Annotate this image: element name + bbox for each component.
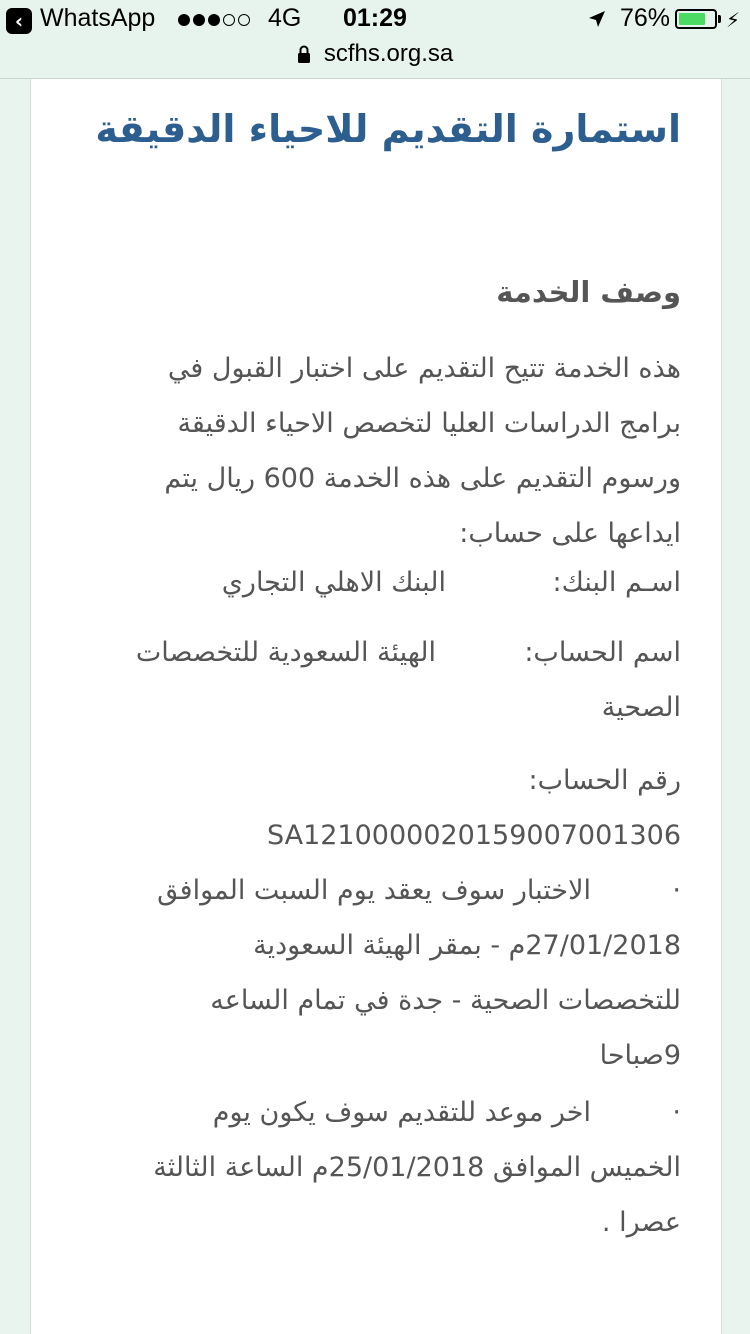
description-line: ايداعها على حساب: — [459, 518, 681, 549]
page-title: استمارة التقديم للاحياء الدقيقة — [95, 107, 681, 151]
bullet-mark: · — [672, 875, 681, 906]
location-arrow-icon — [588, 10, 606, 28]
service-description — [81, 341, 681, 561]
bullet-mark: · — [672, 1097, 681, 1128]
list-item-line: 9صباحا — [599, 1040, 681, 1071]
ios-top-bar — [0, 0, 750, 79]
battery-percent: 76% — [620, 4, 671, 32]
list-item-line: عصرا . — [601, 1207, 681, 1238]
list-item-line: الخميس الموافق 25/01/2018م الساعة الثالثة — [153, 1152, 681, 1183]
account-name-label: اسم الحساب: — [524, 637, 681, 668]
status-bar — [0, 0, 750, 40]
list-item-line: 27/01/2018م - بمقر الهيئة السعودية — [253, 930, 681, 961]
list-item-line: الاختبار سوف يعقد يوم السبت الموافق — [157, 875, 591, 906]
clock: 01:29 — [343, 4, 407, 32]
lock-icon — [297, 45, 311, 63]
account-name-row — [71, 625, 681, 735]
bank-name-row — [71, 555, 681, 610]
account-number-row — [71, 753, 681, 863]
section-title-service-description: وصف الخدمة — [496, 275, 681, 309]
list-item-line: للتخصصات الصحية - جدة في تمام الساعه — [210, 985, 681, 1016]
url-text[interactable]: scfhs.org.sa — [323, 40, 454, 67]
web-page — [30, 79, 722, 1334]
list-item-line: اخر موعد للتقديم سوف يكون يوم — [212, 1097, 591, 1128]
back-to-app-label[interactable]: WhatsApp — [40, 4, 156, 32]
description-line: هذه الخدمة تتيح التقديم على اختبار القبول في — [167, 353, 681, 384]
bank-name-value: البنك الاهلي التجاري — [221, 567, 446, 598]
list-item-exam-date — [81, 863, 681, 1083]
battery-icon — [675, 9, 717, 29]
signal-strength-icon — [178, 14, 250, 26]
account-number-value: SA1210000020159007001306 — [266, 820, 681, 851]
account-name-value-continued: الصحية — [601, 692, 681, 723]
back-to-app-icon[interactable]: ‹ — [6, 8, 32, 34]
list-item-deadline — [81, 1085, 681, 1250]
network-type: 4G — [268, 4, 302, 32]
battery-nub — [718, 15, 721, 23]
description-line: برامج الدراسات العليا لتخصص الاحياء الدقيقة — [177, 408, 681, 439]
charging-bolt-icon: ⚡ — [726, 8, 741, 32]
url-bar[interactable] — [0, 40, 750, 76]
account-number-label: رقم الحساب: — [528, 765, 681, 796]
account-name-value: الهيئة السعودية للتخصصات — [135, 637, 436, 668]
bank-name-label: اسـم البنك: — [552, 567, 681, 598]
description-line: ورسوم التقديم على هذه الخدمة 600 ريال يتم — [164, 463, 681, 494]
